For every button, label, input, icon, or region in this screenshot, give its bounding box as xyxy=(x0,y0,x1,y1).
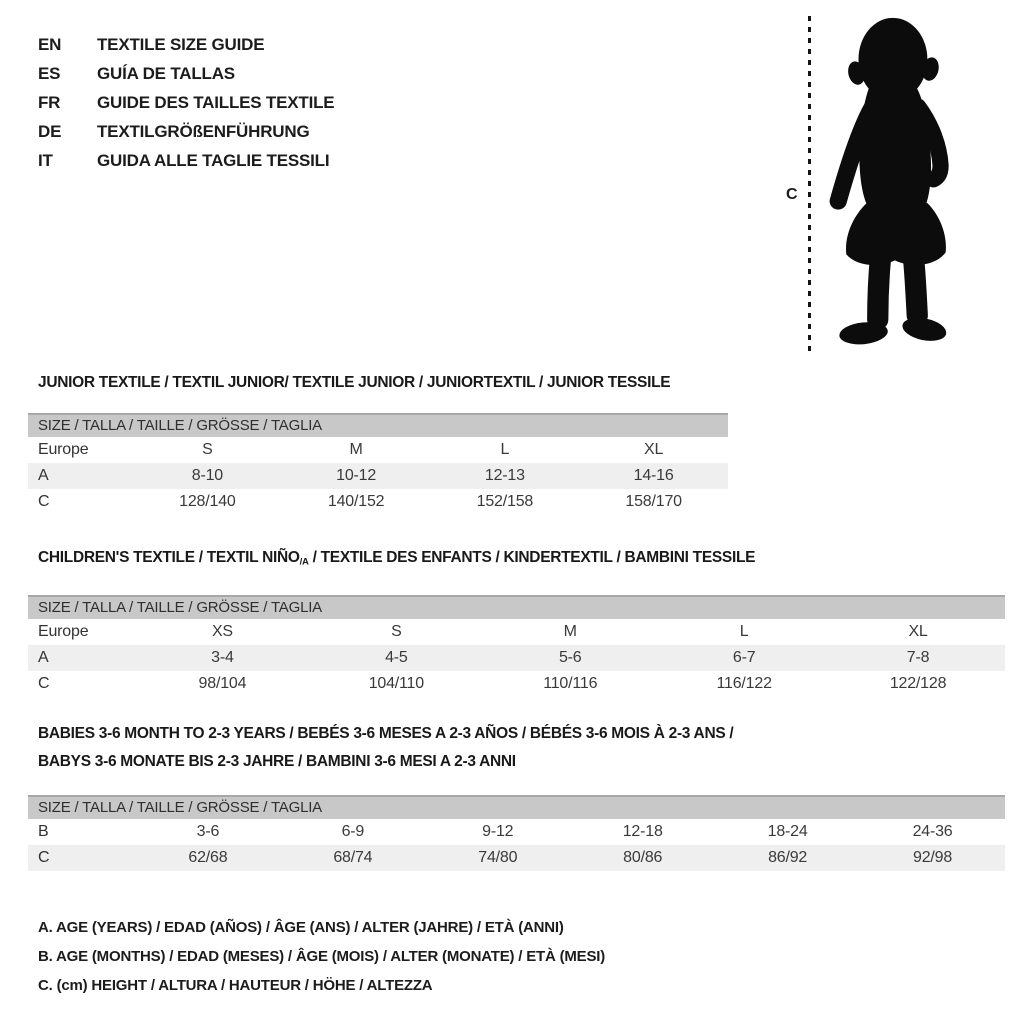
row-label-cell: A xyxy=(38,649,49,666)
value-cell: L xyxy=(739,623,749,640)
value-cell: 122/128 xyxy=(889,675,947,692)
language-label: TEXTILE SIZE GUIDE xyxy=(97,34,265,54)
footnote-b: B. AGE (MONTHS) / EDAD (MESES) / ÂGE (MOIS) / ALTER (MONATE) / ETÀ (MESI) xyxy=(38,948,606,965)
value-cell: 86/92 xyxy=(768,849,808,866)
value-cell: 140/152 xyxy=(327,493,385,510)
row-label-cell: B xyxy=(38,823,49,840)
babies-title-line2: BABYS 3-6 MONATE BIS 2-3 JAHRE / BAMBINI 3-6 MESI A 2-3 ANNI xyxy=(38,753,516,770)
language-label: GUIDA ALLE TAGLIE TESSILI xyxy=(97,150,330,170)
value-cell: 92/98 xyxy=(913,849,953,866)
value-cell: XL xyxy=(908,623,928,640)
language-row-fr xyxy=(38,88,334,117)
value-cell: 4-5 xyxy=(385,649,408,666)
value-cell: 24-36 xyxy=(912,823,953,840)
value-cell: 98/104 xyxy=(198,675,247,692)
value-cell: 14-16 xyxy=(633,467,674,484)
value-cell: 6-7 xyxy=(732,649,756,666)
value-cell: S xyxy=(391,623,402,640)
language-list xyxy=(38,30,334,175)
language-row-es xyxy=(38,59,334,88)
language-code: IT xyxy=(38,150,53,170)
value-cell: 6-9 xyxy=(341,823,365,840)
value-cell: 7-8 xyxy=(906,649,930,666)
language-row-en xyxy=(38,30,334,59)
table-row xyxy=(28,463,728,489)
babies-title-line1: BABIES 3-6 MONTH TO 2-3 YEARS / BEBÉS 3-6 MESES A 2-3 AÑOS / BÉBÉS 3-6 MOIS À 2-3 ANS / xyxy=(38,725,734,742)
language-code: EN xyxy=(38,34,62,54)
footnote-c: C. (cm) HEIGHT / ALTURA / HAUTEUR / HÖHE / ALTEZZA xyxy=(38,977,433,994)
baby-silhouette-icon xyxy=(822,8,974,353)
value-cell: 80/86 xyxy=(623,849,663,866)
row-label-cell: Europe xyxy=(38,441,89,458)
language-label: GUÍA DE TALLAS xyxy=(97,63,235,83)
row-label-cell: C xyxy=(38,849,50,866)
value-cell: L xyxy=(500,441,510,458)
junior-section-title: JUNIOR TEXTILE / TEXTIL JUNIOR/ TEXTILE JUNIOR / JUNIORTEXTIL / JUNIOR TESSILE xyxy=(38,374,671,391)
value-cell: M xyxy=(349,441,363,458)
babies-table-grid xyxy=(28,819,1005,871)
value-cell: 18-24 xyxy=(767,823,808,840)
table-row xyxy=(28,819,1005,845)
children-title-subscript: /A xyxy=(299,556,309,568)
table-row xyxy=(28,671,1005,697)
row-label-cell: C xyxy=(38,675,50,692)
value-cell: 10-12 xyxy=(336,467,377,484)
language-code: ES xyxy=(38,63,61,83)
language-code: FR xyxy=(38,92,61,112)
junior-size-header-bar: SIZE / TALLA / TAILLE / GRÖSSE / TAGLIA xyxy=(28,413,728,437)
value-cell: 128/140 xyxy=(179,493,236,510)
value-cell: S xyxy=(202,441,213,458)
table-row xyxy=(28,619,1005,645)
value-cell: 74/80 xyxy=(478,849,518,866)
children-section-title xyxy=(38,544,755,576)
value-cell: XS xyxy=(211,623,233,640)
children-title-rest: / TEXTILE DES ENFANTS / KINDERTEXTIL / BAMBINI TESSILE xyxy=(308,549,756,566)
junior-table-grid xyxy=(28,437,728,515)
value-cell: 3-4 xyxy=(211,649,234,666)
table-row xyxy=(28,645,1005,671)
language-label: GUIDE DES TAILLES TEXTILE xyxy=(97,92,335,112)
value-cell: 12-13 xyxy=(484,467,525,484)
value-cell: 152/158 xyxy=(476,493,534,510)
babies-size-header-bar: SIZE / TALLA / TAILLE / GRÖSSE / TAGLIA xyxy=(28,795,1005,819)
value-cell: M xyxy=(563,623,577,640)
junior-size-table xyxy=(28,413,728,515)
table-row xyxy=(28,845,1005,871)
value-cell: 110/116 xyxy=(543,675,598,692)
footnotes xyxy=(38,913,605,1000)
footnote-a: A. AGE (YEARS) / EDAD (AÑOS) / ÂGE (ANS) / ALTER (JAHRE) / ETÀ (ANNI) xyxy=(38,919,564,936)
value-cell: 104/110 xyxy=(368,675,424,692)
value-cell: 158/170 xyxy=(625,493,682,510)
language-label: TEXTILGRÖßENFÜHRUNG xyxy=(97,121,310,141)
table-row xyxy=(28,489,728,515)
children-title-main: CHILDREN'S TEXTILE / TEXTIL NIÑO xyxy=(38,549,300,566)
language-row-it xyxy=(38,146,334,175)
value-cell: 12-18 xyxy=(622,823,663,840)
children-size-table xyxy=(28,595,1005,697)
value-cell: XL xyxy=(644,441,664,458)
value-cell: 8-10 xyxy=(191,467,223,484)
value-cell: 5-6 xyxy=(558,649,582,666)
language-row-de xyxy=(38,117,334,146)
babies-size-table xyxy=(28,795,1005,871)
value-cell: 116/122 xyxy=(716,675,772,692)
row-label-cell: A xyxy=(38,467,49,484)
children-size-header-bar: SIZE / TALLA / TAILLE / GRÖSSE / TAGLIA xyxy=(28,595,1005,619)
row-label-cell: C xyxy=(38,493,50,510)
height-measure-line xyxy=(808,16,811,356)
children-table-grid xyxy=(28,619,1005,697)
value-cell: 9-12 xyxy=(482,823,514,840)
table-row xyxy=(28,437,728,463)
value-cell: 62/68 xyxy=(188,849,228,866)
value-cell: 68/74 xyxy=(333,849,373,866)
language-code: DE xyxy=(38,121,62,141)
measure-label-c: C xyxy=(786,186,798,203)
row-label-cell: Europe xyxy=(38,623,89,640)
babies-section-title xyxy=(38,720,733,776)
value-cell: 3-6 xyxy=(196,823,220,840)
